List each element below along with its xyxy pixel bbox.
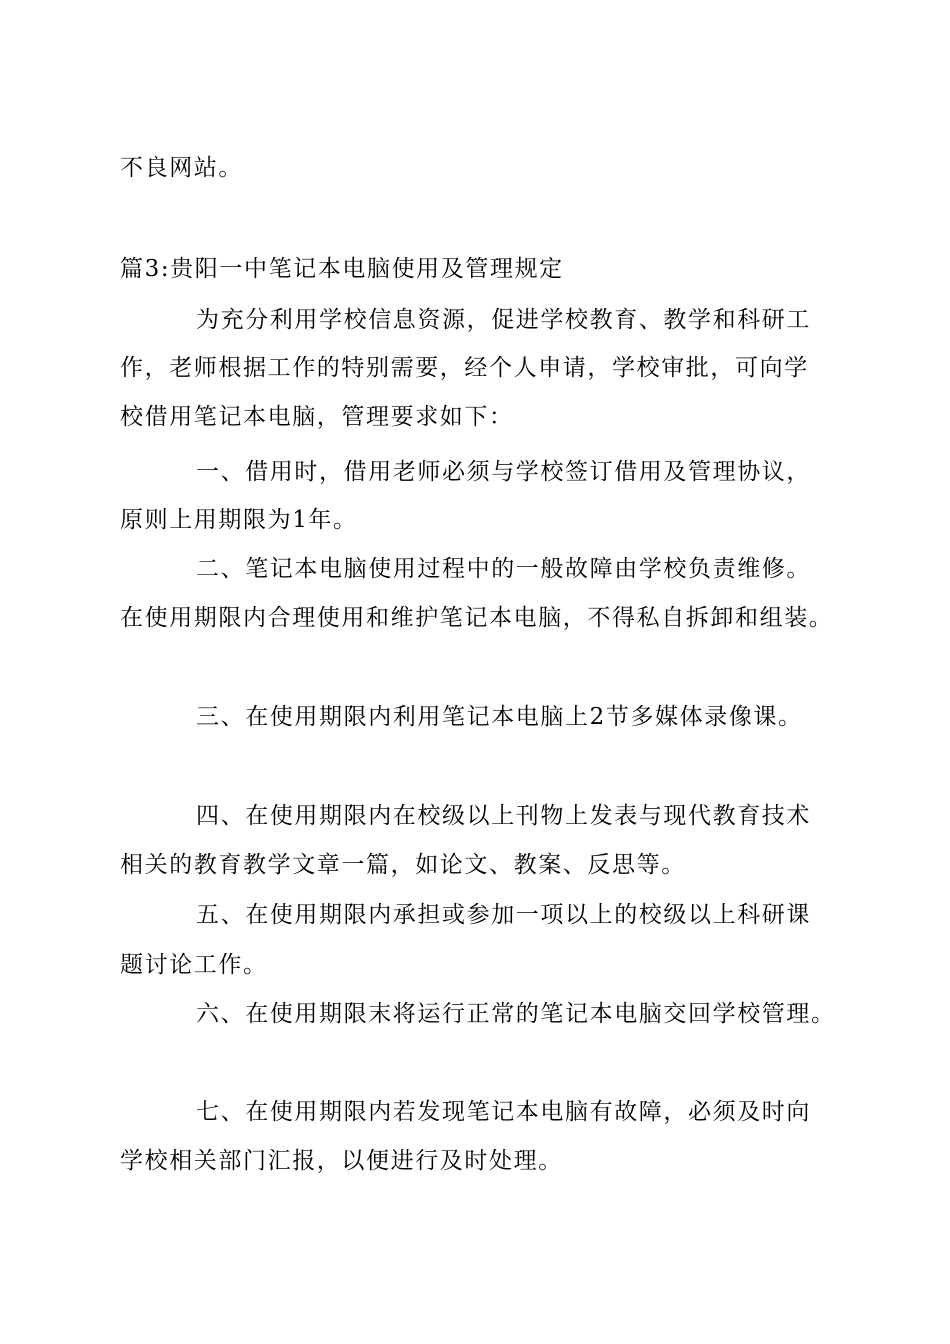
rule-1-line-1: 一、借用时，借用老师必须与学校签订借用及管理协议， (196, 459, 811, 485)
rule-5-line-1: 五、在使用期限内承担或参加一项以上的校级以上科研课 (196, 902, 811, 928)
rule-4-line-2: 相关的教育教学文章一篇，如论文、教案、反思等。 (120, 852, 686, 878)
rule-7-line-2: 学校相关部门汇报，以便进行及时处理。 (120, 1148, 563, 1174)
rule-6: 六、在使用期限末将运行正常的笔记本电脑交回学校管理。 (196, 1001, 836, 1027)
rule-5-line-2: 题讨论工作。 (120, 952, 268, 978)
paragraph-intro-line-2: 作，老师根据工作的特别需要，经个人申请，学校审批，可向学 (120, 355, 809, 381)
text-line-continuation: 不良网站。 (120, 155, 243, 181)
paragraph-intro-line-1: 为充分利用学校信息资源，促进学校教育、教学和科研工 (196, 307, 811, 333)
rule-3: 三、在使用期限内利用笔记本电脑上2节多媒体录像课。 (196, 704, 803, 730)
paragraph-intro-line-3: 校借用笔记本电脑，管理要求如下： (120, 404, 514, 430)
rule-7-line-1: 七、在使用期限内若发现笔记本电脑有故障，必须及时向 (196, 1099, 811, 1125)
rule-2-line-2: 在使用期限内合理使用和维护笔记本电脑，不得私自拆卸和组装。 (120, 605, 834, 631)
section-heading: 篇3:贵阳一中笔记本电脑使用及管理规定 (120, 256, 564, 282)
rule-1-line-2: 原则上用期限为1年。 (120, 507, 358, 533)
rule-2-line-1: 二、笔记本电脑使用过程中的一般故障由学校负责维修。 (196, 556, 811, 582)
rule-4-line-1: 四、在使用期限内在校级以上刊物上发表与现代教育技术 (196, 803, 811, 829)
